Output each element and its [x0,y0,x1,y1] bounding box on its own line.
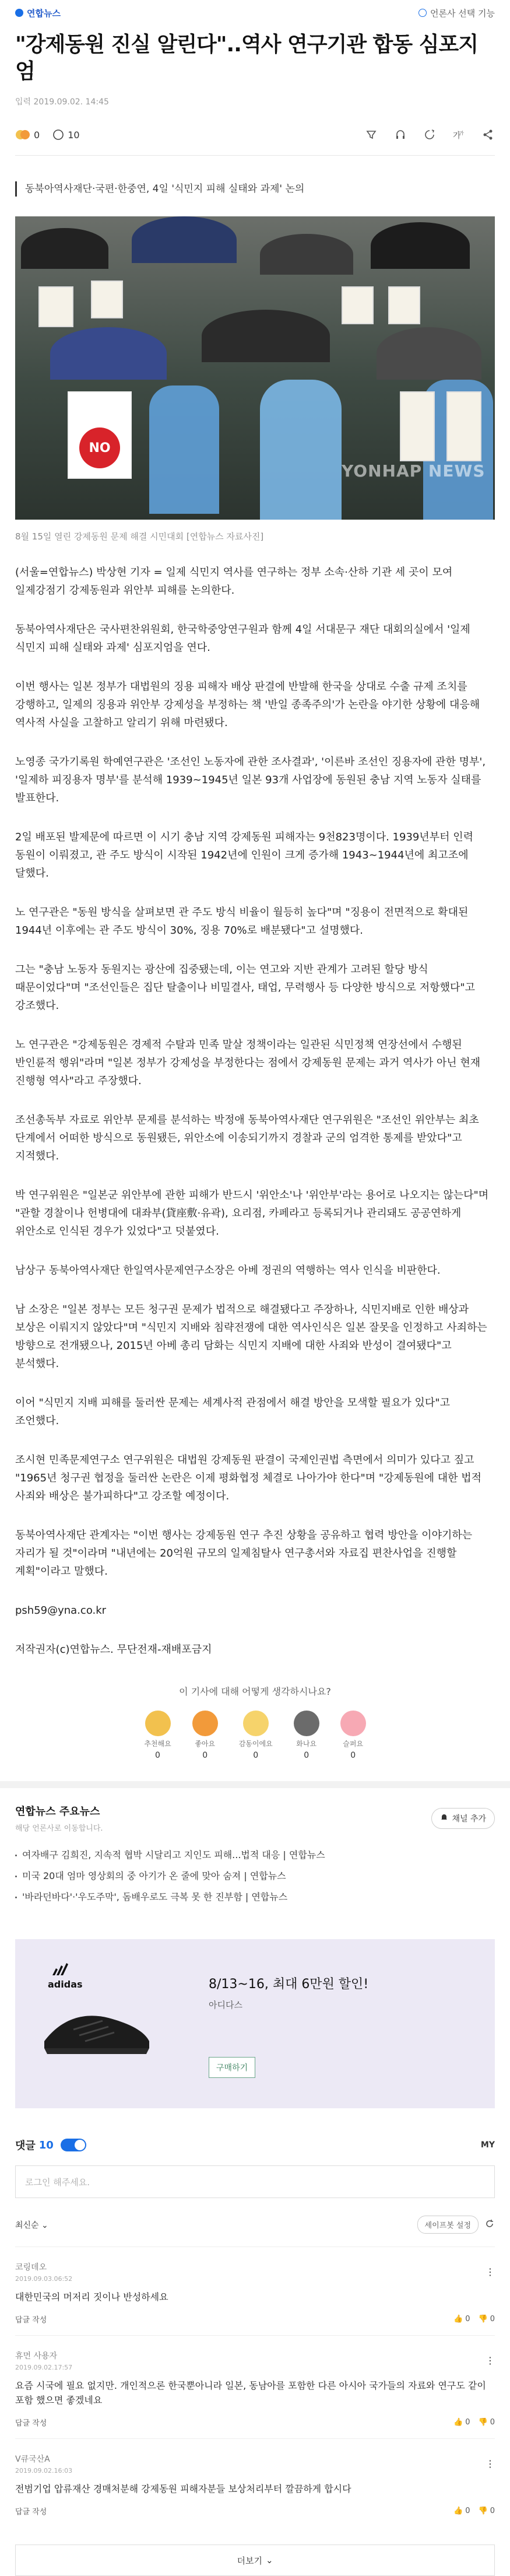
downvote-button[interactable] [479,2418,495,2427]
comment-text: 전범기업 압류재산 경매처분해 강제동원 피해자분들 보상처리부터 깔끔하게 합시다 [15,2483,351,2494]
thumbs-up-icon: 👍 [453,2507,463,2515]
press-news-list [15,1845,495,1908]
comment-date: 2019.09.03.06:52 [15,2275,73,2283]
article-paragraph: 그는 "충남 노동자 동원지는 광산에 집중됐는데, 이는 연고와 지반 관계가 고려된 할당 방식 때문이었다"며 "조선인들은 집단 탈출이나 비밀결사, 태업, 무력행사 등 다양한 방식으로 저항했다"고 강조했다. [15,963,476,1012]
adidas-logo [48,1962,83,1990]
chevron-down-icon: ⌄ [41,2220,48,2230]
press-name: 연합뉴스 [27,8,61,19]
article-paragraph: 2일 배포된 발제문에 따르면 이 시기 충남 지역 강제동원 피해자는 9천823명이다. 1939년부터 인력 동원이 이뤄졌고, 관 주도 방식이 시작된 1942년에 인원이 크게 증가해 1943∼1944년에 최고조에 달했다. [15,831,474,879]
upvote-button[interactable] [453,2418,470,2427]
emoji-reaction-icon [15,129,30,141]
reaction-label: 좋아요 [195,1740,216,1748]
downvote-count: 0 [490,2507,495,2515]
recommend-emoji-icon [145,1711,171,1736]
reaction-count: 0 [253,1751,259,1760]
reaction-sad[interactable] [340,1711,366,1760]
press-news-title: 연합뉴스 주요뉴스 [15,1806,100,1818]
article-paragraph: 동북아역사재단 관계자는 "이번 행사는 강제동원 연구 추진 상황을 공유하고 협력 방안을 이야기하는 자리가 될 것"이라며 "내년에는 20억원 규모의 일제침탈사 연구총서와 자료집 편찬사업을 진행할 계획"이라고 말했다. [15,1529,473,1578]
article-date: 입력 2019.09.02. 14:45 [15,97,109,107]
article-paragraph: 조선총독부 자료로 위안부 문제를 분석하는 박정애 동북아역사재단 연구위원은 "조선인 위안부는 최초 단계에서 어떠한 방식으로 동원됐든, 위안소에 이송되기까지 경찰과 군의 엄격한 통제를 받았다"고 지적했다. [15,1114,479,1162]
thumbs-down-icon: 👎 [478,2418,488,2427]
comment-text: 대한민국의 머저리 짓이나 반성하세요 [15,2291,168,2302]
top-bar [0,0,510,26]
comment-user[interactable]: V큐국산A [15,2455,50,2464]
comment-user[interactable]: 휴먼 사용자 [15,2351,58,2361]
audio-play-icon[interactable] [393,128,407,142]
photo-caption: 8월 15일 열린 강제동원 문제 해결 시민대회 [연합뉴스 자료사진] [15,531,264,542]
thumbs-down-icon: 👎 [478,2507,488,2515]
reaction-label: 감동이에요 [238,1740,273,1748]
photo-no-sign: NO [79,427,120,468]
article-paragraph: 남 소장은 "일본 정부는 모든 청구권 문제가 법적으로 해결됐다고 주장하나, 식민지배로 인한 배상과 보상은 이뤄지지 않았다"며 "식민지 지배와 침략전쟁에 대한 역사인식은 일본 잘못을 인정하고 사죄하는 방향으로 전개됐으나, 2015년 아베 총리 담화는 식민지 지배에 대한 사죄와 반성이 결여됐다"고 분석했다. [15,1303,487,1370]
reply-button[interactable]: 답글 작성 [15,2508,47,2517]
comment-user[interactable]: 코링데오 [15,2263,47,2272]
load-more-comments-button[interactable] [15,2545,495,2576]
article-header [0,26,510,107]
reporter-email: psh59@yna.co.kr [15,1604,107,1617]
comments-toggle[interactable] [61,2139,86,2151]
sort-select[interactable] [15,2219,48,2231]
reaction-count: 0 [304,1751,309,1760]
comment-item [15,2246,495,2335]
comment-item [15,2335,495,2438]
article-paragraph: 동북아역사재단은 국사편찬위원회, 한국학중앙연구원과 함께 4일 서대문구 재단 대회의실에서 '일제 식민지 피해 실태와 과제' 심포지엄을 연다. [15,623,470,654]
sort-label: 최신순 [15,2220,39,2230]
press-logo-icon [15,9,23,17]
article-paragraph: 조시현 민족문제연구소 연구위원은 대법원 강제동원 판결이 국제인권법 측면에서 의미가 있다고 짚고 "1965년 청구권 협정을 둘러싼 논란은 이제 평화협정 체결로 나아가야 한다"며 "강제동원에 대한 법적 사죄와 배상은 불가피하다"고 강조할 예정이다. [15,1454,482,1502]
thumbs-up-icon: 👍 [453,2315,463,2323]
ad-brand: 아디다스 [209,2000,242,2010]
reaction-question: 이 기사에 대해 어떻게 생각하시나요? [179,1686,331,1697]
comment-text: 요즘 시국에 필요 없지만. 개인적으론 한국뿐아니라 일본, 동남아를 포함한 다른 아시아 국가들의 자료와 연구도 같이 포함 했으면 좋겠네요 [15,2380,486,2406]
more-options-icon[interactable]: ⋮ [486,2355,495,2366]
press-news-subtitle: 해당 언론사로 이동합니다. [15,1824,103,1833]
upvote-count: 0 [465,2418,470,2427]
buy-button[interactable]: 구매하기 [209,2057,255,2078]
press-news-section [0,1803,510,1908]
like-emoji-icon [192,1711,218,1736]
header-divider [15,155,495,156]
press-news-item[interactable]: 여자배구 김희진, 지속적 협박 시달리고 지인도 피해...법적 대응 | 연합뉴스 [15,1845,495,1866]
reaction-angry[interactable] [294,1711,319,1760]
thumbs-down-icon: 👎 [478,2315,488,2323]
article-paragraph: 이어 "식민지 지배 피해를 둘러싼 문제는 세계사적 관점에서 해결 방안을 모색할 필요가 있다"고 조언했다. [15,1397,450,1427]
article-paragraph: 노 연구관은 "동원 방식을 살펴보면 관 주도 방식 비율이 월등히 높다"며 "징용이 전면적으로 확대된 1944년 이후에는 관 주도 방식이 30%, 징용 70%로 배분됐다"고 설명했다. [15,906,469,937]
article-paragraph: 박 연구위원은 "일본군 위안부에 관한 피해가 반드시 '위안소'나 '위안부'라는 용어로 나오지는 않는다"며 "관할 경찰이나 헌병대에 대좌부(貸座敷·유곽), 요리점, 카페라고 등록되거나 관리돼도 공공연하게 위안소로 인식된 경우가 있었다"고 덧붙였다. [15,1189,489,1238]
more-options-icon[interactable]: ⋮ [486,2458,495,2469]
check-circle-icon [418,9,427,17]
my-comments-link[interactable]: MY [480,2140,495,2150]
add-channel-button[interactable] [431,1808,495,1829]
downvote-button[interactable] [479,2507,495,2515]
comment-date: 2019.09.02.17:57 [15,2364,73,2371]
downvote-count: 0 [490,2315,495,2323]
article-photo[interactable] [15,216,495,520]
svg-text:가: 가 [453,131,461,141]
article-paragraph: 노영종 국가기록원 학예연구관은 '조선인 노동자에 관한 조사결과', '이른바 조선인 징용자에 관한 명부', '일제하 피징용자 명부'를 분석해 1939∼1945년 일본 93개 사업장에 동원된 충남 지역 노동자 실태를 발표한다. [15,756,486,804]
sad-emoji-icon [340,1711,366,1736]
downvote-button[interactable] [479,2315,495,2323]
load-more-label: 더보기 [237,2555,262,2566]
upvote-count: 0 [465,2315,470,2323]
reaction-count: 0 [34,129,40,141]
press-logo[interactable] [15,7,61,19]
downvote-count: 0 [490,2418,495,2427]
font-size-icon[interactable] [452,128,466,142]
article-subtitle: 동북아역사재단·국편·한중연, 4일 '식민지 피해 실태와 과제' 논의 [15,181,495,197]
press-news-item[interactable]: '바라던바다'·'우도주막', 돔배우로도 극복 못 한 진부함 | 연합뉴스 [15,1887,495,1908]
summary-icon[interactable] [364,128,378,142]
comment-bubble-icon [52,129,64,141]
comment-item [15,2438,495,2527]
thumbs-up-icon: 👍 [453,2418,463,2427]
comments-title: 댓글 [15,2140,36,2152]
upvote-count: 0 [465,2507,470,2515]
press-select-toggle[interactable] [418,7,495,19]
ad-headline: 8/13~16, 최대 6만원 할인! [209,1977,369,1992]
article-paragraph: 노 연구관은 "강제동원은 경제적 수탈과 민족 말살 정책이라는 일관된 식민정책 연장선에서 수행된 반인륜적 행위"라며 "일본 정부가 강제성을 부정한다는 점에서 강제동원 문제는 과거 역사가 아닌 현재 진행형 역사"라고 주장했다. [15,1039,481,1087]
advertisement[interactable] [15,1939,495,2108]
press-select-label: 언론사 선택 기능 [430,8,495,19]
press-news-item[interactable]: 미국 20대 엄마 영상회의 중 아기가 온 줄에 맞아 숨져 | 연합뉴스 [15,1866,495,1887]
reaction-recommend[interactable] [144,1711,171,1760]
adidas-stripes-icon [48,1962,71,1976]
comments-count: 10 [38,2139,54,2151]
add-channel-label: 채널 추가 [452,1814,486,1824]
copyright-notice: 저작권자(c)연합뉴스. 무단전재-재배포금지 [15,1643,212,1656]
article-paragraph: 남상구 동북아역사재단 한일역사문제연구소장은 아베 정권의 역행하는 역사 인식을 비판한다. [15,1264,441,1277]
reaction-count: 0 [155,1751,160,1760]
section-divider [0,1781,510,1788]
share-icon[interactable] [481,128,495,142]
adidas-logo-text: adidas [48,1979,83,1990]
comment-count: 10 [68,129,80,141]
reaction-count: 0 [350,1751,356,1760]
reaction-count: 0 [202,1751,208,1760]
angry-emoji-icon [294,1711,319,1736]
reaction-label: 슬퍼요 [343,1740,364,1748]
reaction-label: 추천해요 [144,1740,171,1748]
touched-emoji-icon [243,1711,269,1736]
reaction-bar [0,1711,510,1760]
reaction-label: 화나요 [296,1740,317,1748]
svg-text:가: 가 [459,131,464,136]
bell-icon [440,1813,448,1824]
shoe-image [38,1995,155,2059]
upvote-button[interactable] [453,2507,470,2515]
article-title: "강제동원 진실 알린다"..역사 연구기관 합동 심포지엄 [15,33,479,83]
article-body [0,563,510,1659]
comment-summary[interactable] [52,129,79,141]
reaction-like[interactable] [192,1711,218,1760]
reaction-touched[interactable] [239,1711,273,1760]
comment-input[interactable]: 로그인 해주세요. [15,2165,495,2198]
more-options-icon[interactable]: ⋮ [486,2266,495,2277]
translate-icon[interactable] [423,128,437,142]
upvote-button[interactable] [453,2315,470,2323]
safebot-settings-button[interactable]: 세이프봇 설정 [417,2216,479,2234]
comment-date: 2019.09.02.16:03 [15,2467,73,2475]
reply-button[interactable]: 답글 작성 [15,2316,47,2325]
chevron-down-icon: ⌄ [265,2555,273,2566]
article-paragraph: (서울=연합뉴스) 박상현 기자 = 일제 식민지 역사를 연구하는 정부 소속·산하 기관 세 곳이 모여 일제강점기 강제동원과 위안부 피해를 논의한다. [15,566,453,597]
comments-section [0,2137,510,2576]
photo-watermark: YONHAP NEWS [342,461,486,481]
article-actions [0,107,510,148]
article-paragraph: 이번 행사는 일본 정부가 대법원의 징용 피해자 배상 판결에 반발해 한국을 상대로 수출 규제 조치를 강행하고, 일제의 징용과 위안부 강제성을 부정하는 책 '반일 종족주의'가 논란을 야기한 상황에 대응해 역사적 사실을 고찰하고 알리기 위해 마련됐다. [15,681,480,729]
reaction-summary[interactable] [15,129,40,141]
reply-button[interactable]: 답글 작성 [15,2419,47,2428]
refresh-icon[interactable] [484,2218,495,2231]
